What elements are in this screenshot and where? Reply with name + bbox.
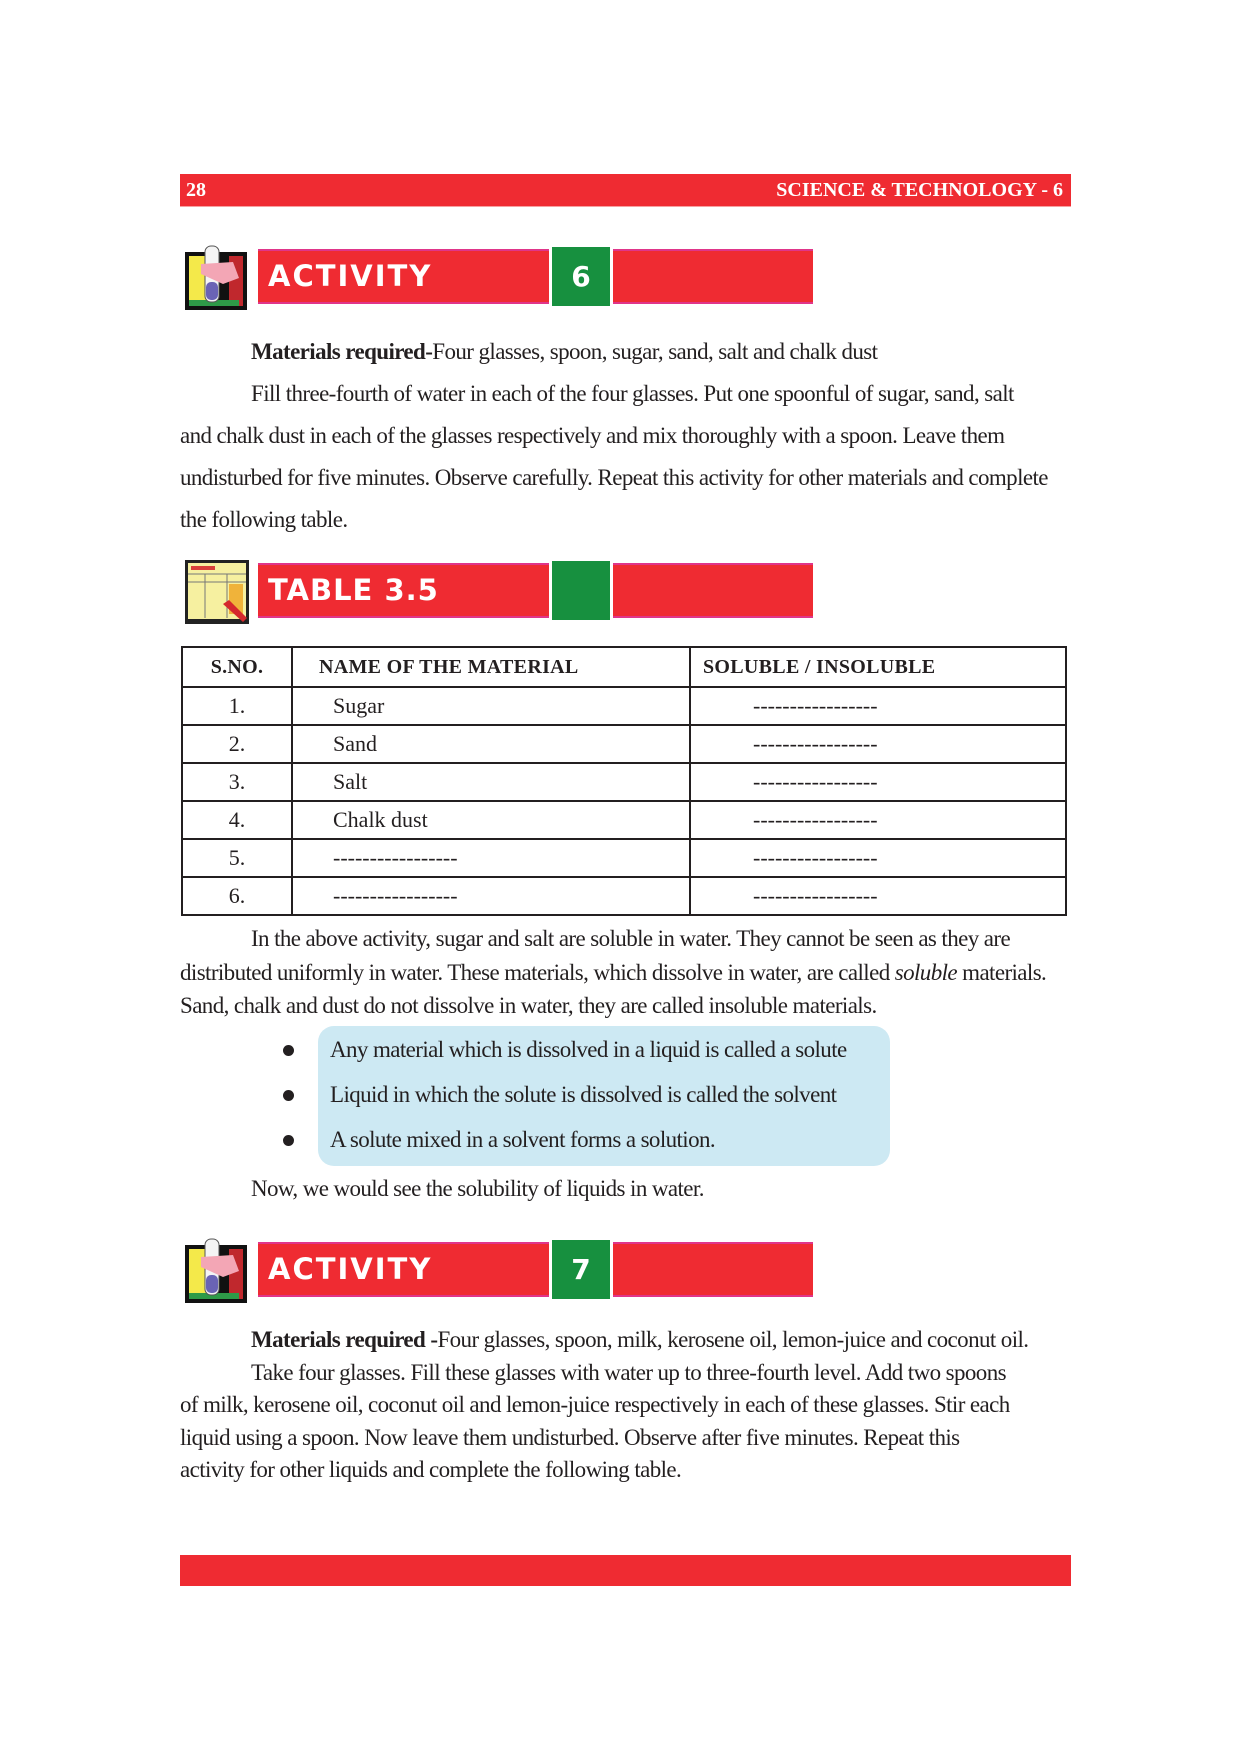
- bullet-item: A solute mixed in a solvent forms a solution.: [330, 1127, 716, 1152]
- bullet-item: Liquid in which the solute is dissolved is called the solvent: [330, 1082, 837, 1107]
- table-cell: 3.: [182, 763, 292, 801]
- banner-bar: [613, 249, 813, 304]
- table-3-5-banner: [183, 558, 823, 626]
- activity-label: ACTIVITY: [268, 1252, 433, 1286]
- activity-number: 7: [552, 1240, 610, 1299]
- table-label: TABLE 3.5: [268, 573, 439, 607]
- table-chart-icon: [183, 558, 251, 626]
- table-cell: -----------------: [690, 839, 1066, 877]
- transition-text: Now, we would see the solubility of liquids in water.: [251, 1176, 704, 1201]
- solubility-table: [181, 646, 1067, 916]
- italic-term: soluble: [894, 959, 957, 985]
- table-cell: 5.: [182, 839, 292, 877]
- table-cell: Chalk dust: [292, 801, 690, 839]
- column-header: S.NO.: [182, 647, 292, 687]
- table-cell: Sand: [292, 725, 690, 763]
- materials-label: Materials required-: [251, 339, 433, 364]
- banner-bar: [613, 563, 813, 618]
- table-cell: 1.: [182, 687, 292, 725]
- paragraph-line: the following table.: [180, 507, 348, 532]
- column-header: NAME OF THE MATERIAL: [292, 647, 690, 687]
- table-row: [182, 801, 1066, 839]
- bullet-icon: [283, 1090, 294, 1101]
- paragraph-line: undisturbed for five minutes. Observe carefully. Repeat this activity for other materials and complete: [180, 465, 1048, 490]
- test-tube-icon: [183, 1237, 251, 1305]
- table-row: [182, 877, 1066, 915]
- text-span: materials.: [957, 959, 1047, 985]
- table-cell: -----------------: [690, 801, 1066, 839]
- paragraph-line: of milk, kerosene oil, coconut oil and lemon-juice respectively in each of these glasses. Stir each: [180, 1392, 1010, 1417]
- materials-text: Four glasses, spoon, milk, kerosene oil, lemon-juice and coconut oil.: [437, 1327, 1029, 1352]
- text-span: distributed uniformly in water. These materials, which dissolve in water, are called: [180, 959, 895, 985]
- bullet-item: Any material which is dissolved in a liquid is called a solute: [330, 1037, 847, 1062]
- table-cell: 2.: [182, 725, 292, 763]
- column-header: SOLUBLE / INSOLUBLE: [690, 647, 1066, 687]
- paragraph-line: liquid using a spoon. Now leave them undisturbed. Observe after five minutes. Repeat this: [180, 1424, 960, 1450]
- page-number: 28: [186, 179, 206, 201]
- table-cell: -----------------: [690, 725, 1066, 763]
- table-row: [182, 725, 1066, 763]
- table-cell: Sugar: [292, 687, 690, 725]
- materials-label: Materials required -: [251, 1327, 438, 1352]
- paragraph-line: In the above activity, sugar and salt are soluble in water. They cannot be seen as they are: [251, 926, 1011, 951]
- activity-6-text: [180, 331, 1068, 541]
- activity-label: ACTIVITY: [268, 259, 433, 293]
- table-cell: -----------------: [690, 687, 1066, 725]
- paragraph-line: Fill three-fourth of water in each of the four glasses. Put one spoonful of sugar, sand, salt: [251, 381, 1014, 406]
- table-cell: Salt: [292, 763, 690, 801]
- banner-bar: [613, 1242, 813, 1297]
- table-row: [182, 839, 1066, 877]
- table-row: [182, 763, 1066, 801]
- table-header-row: [182, 647, 1066, 687]
- explanation-paragraph: [180, 922, 1068, 1023]
- activity-number: 6: [552, 247, 610, 306]
- activity-7-banner: [183, 1237, 823, 1305]
- table-row: [182, 687, 1066, 725]
- table-number-box: [552, 561, 610, 620]
- paragraph-line: Take four glasses. Fill these glasses with water up to three-fourth level. Add two spoons: [251, 1359, 1006, 1385]
- paragraph-line: and chalk dust in each of the glasses respectively and mix thoroughly with a spoon. Leave them: [180, 423, 1005, 448]
- paragraph-line: activity for other liquids and complete the following table.: [180, 1457, 682, 1482]
- test-tube-icon: [183, 244, 251, 312]
- page-footer-bar: [180, 1555, 1071, 1586]
- table-cell: -----------------: [292, 839, 690, 877]
- table-cell: -----------------: [690, 763, 1066, 801]
- paragraph-line: [180, 956, 1068, 990]
- bullet-icon: [283, 1135, 294, 1146]
- book-title: SCIENCE & TECHNOLOGY - 6: [776, 179, 1063, 201]
- table-cell: 6.: [182, 877, 292, 915]
- table-cell: -----------------: [690, 877, 1066, 915]
- page-header-bar: [180, 174, 1071, 206]
- activity-7-text: [180, 1324, 1068, 1487]
- paragraph-line: Sand, chalk and dust do not dissolve in water, they are called insoluble materials.: [180, 993, 877, 1018]
- table-cell: -----------------: [292, 877, 690, 915]
- activity-6-banner: [183, 244, 823, 312]
- table-cell: 4.: [182, 801, 292, 839]
- bullet-icon: [283, 1045, 294, 1056]
- materials-text: Four glasses, spoon, sugar, sand, salt and chalk dust: [432, 339, 878, 364]
